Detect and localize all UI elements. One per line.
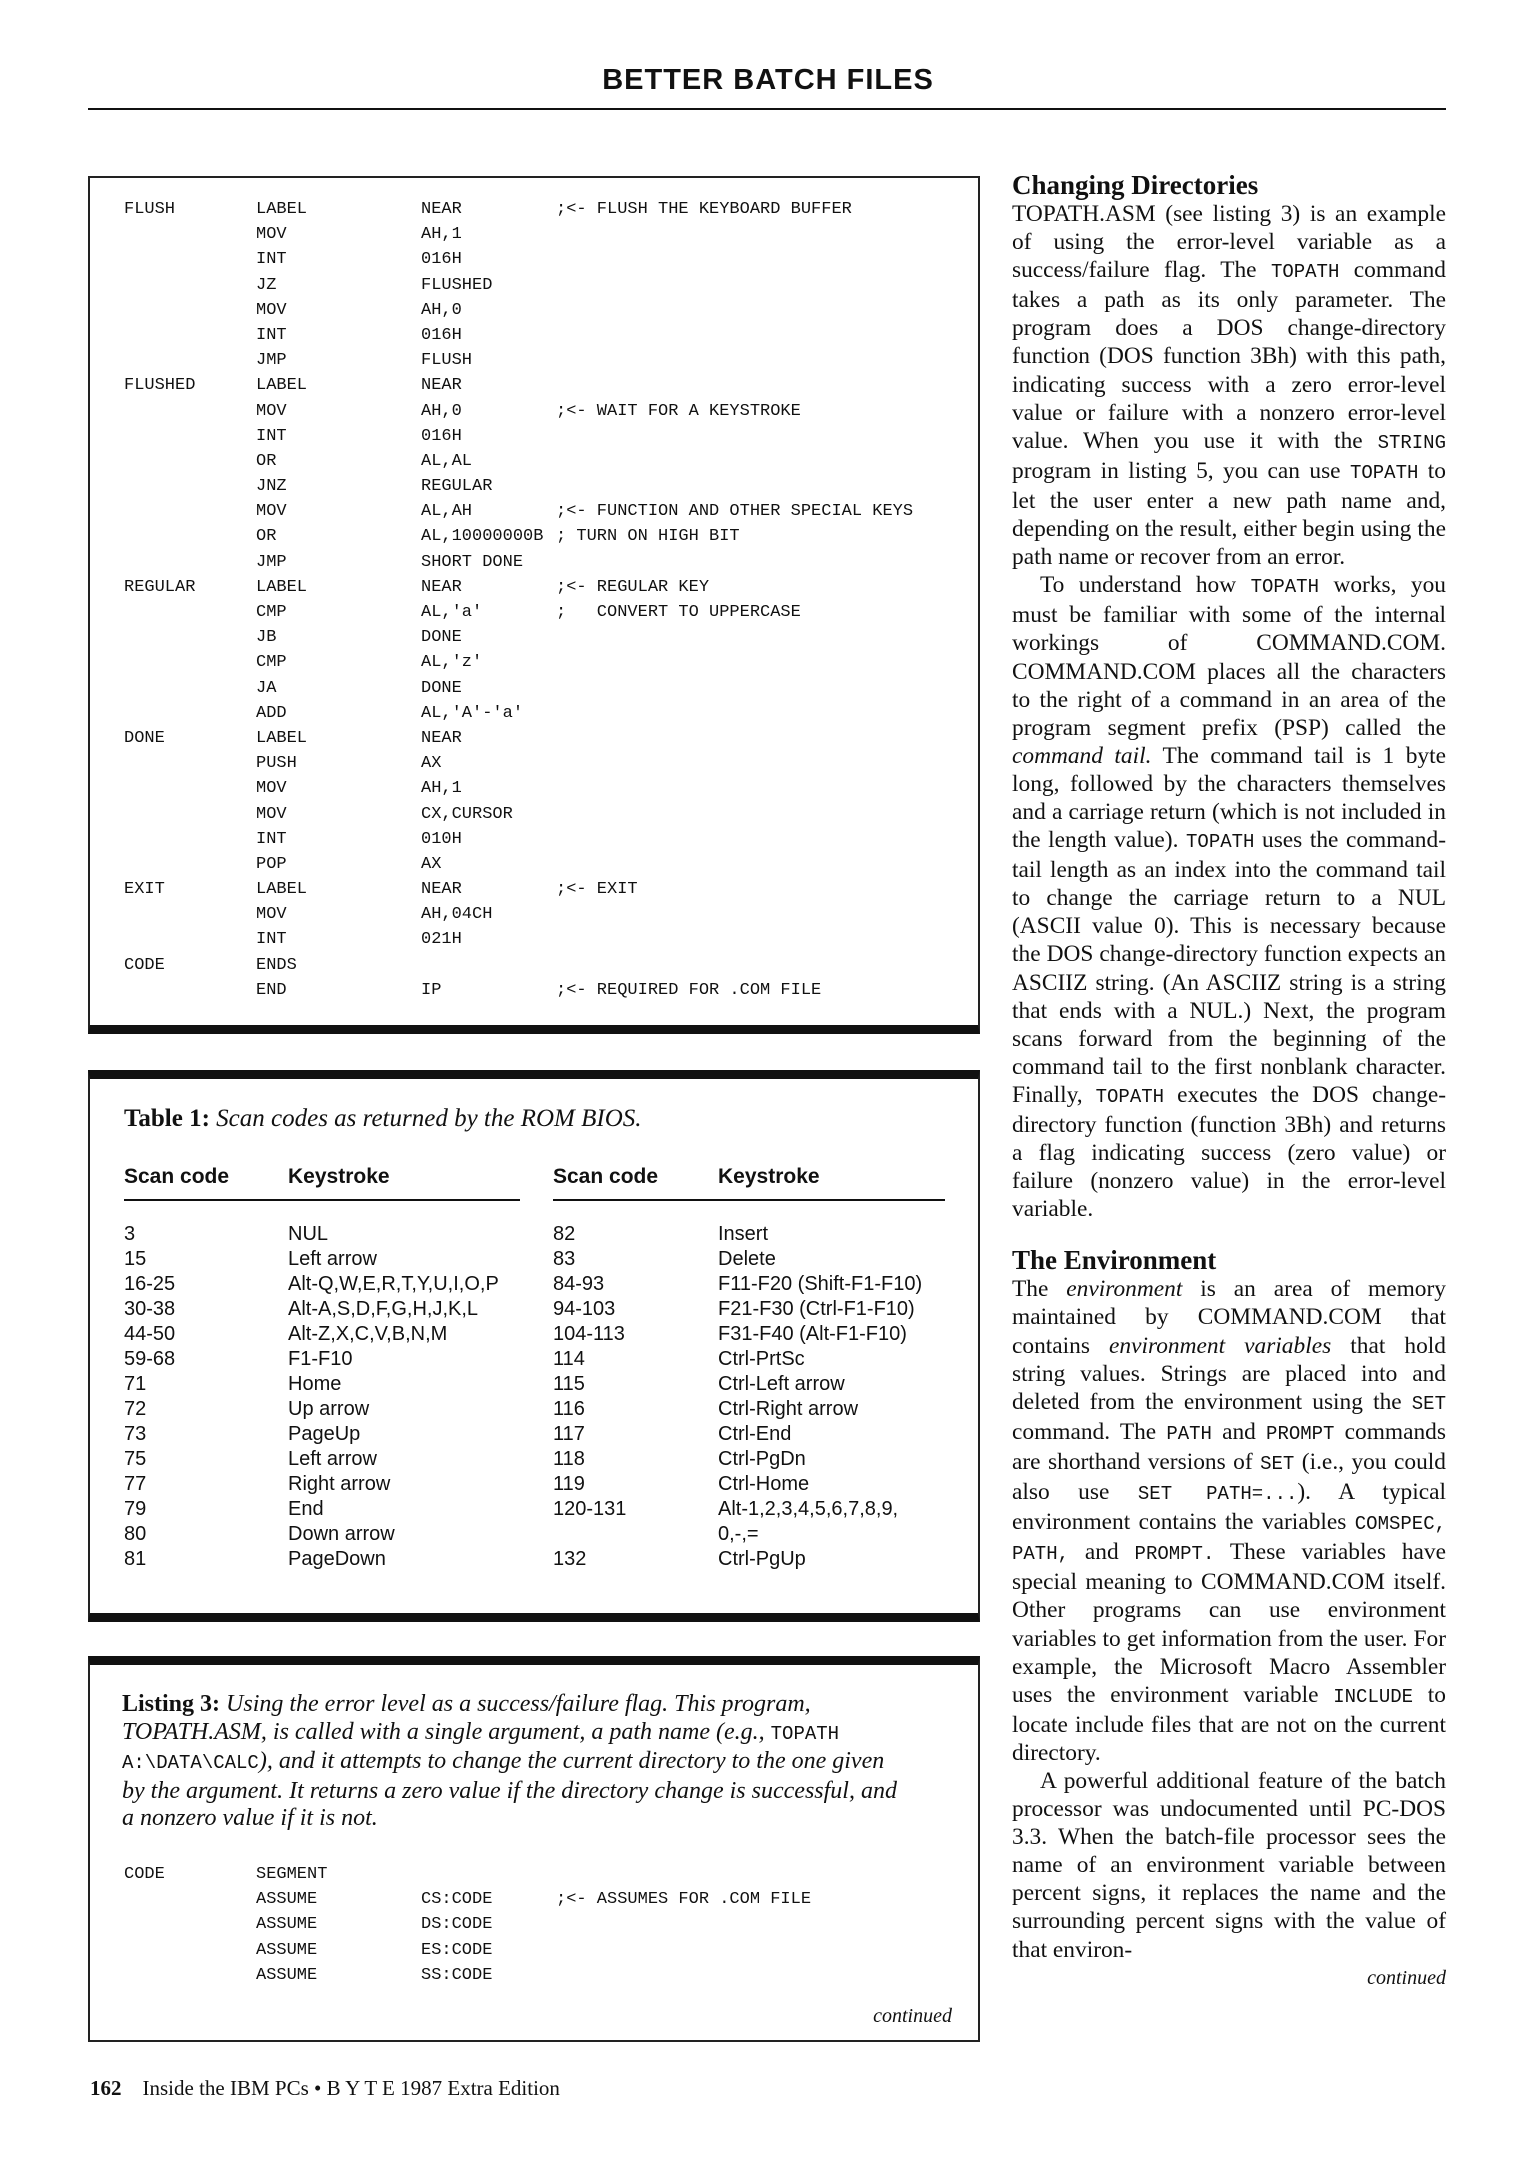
code-comment: ; CONVERT TO UPPERCASE	[556, 603, 801, 622]
code-arg: FLUSH	[421, 351, 473, 371]
code-arg: AX	[421, 754, 442, 774]
table-column-scan-code-2	[553, 1223, 626, 1573]
table-header-rule-left	[124, 1199, 520, 1201]
table-cell: Home	[288, 1373, 342, 1395]
code-op: MOV	[256, 502, 287, 522]
paragraph-1: TOPATH.ASM (see listing 3) is an example of using the error-level variable as a success/failure flag. The TOPATH command takes a path as its only parameter. The program does a DOS change-directory function (DOS function 3Bh) with this path, indicating success with a zero error-level value or failure with a nonzero error-level value. When you use it with the STRING program in listing 5, you can use TOPATH to let the user enter a new path name and, depending on the result, either begin using the path name or recover from an error.	[1012, 201, 1446, 571]
table-cell: End	[288, 1498, 324, 1520]
code-arg: CX,CURSOR	[421, 804, 513, 824]
code-op: ASSUME	[256, 1940, 318, 1960]
code-op: JMP	[256, 552, 287, 572]
code-label: CODE	[124, 955, 165, 975]
table-cell: Ctrl-PgDn	[718, 1448, 806, 1470]
code-op: MOV	[256, 905, 287, 925]
code-arg: AL,'A'-'a'	[421, 703, 524, 723]
table-cell: Ctrl-End	[718, 1423, 792, 1445]
code-arg: AH,0	[421, 401, 462, 421]
code-op: POP	[256, 854, 287, 874]
code-op: OR	[256, 527, 277, 547]
code-comment: ;<- ASSUMES FOR .COM FILE	[556, 1890, 812, 1910]
table-cell: 79	[124, 1498, 147, 1520]
table-column-keystroke-1	[288, 1223, 499, 1573]
code-comment: ;<- REGULAR KEY	[556, 577, 710, 597]
code-op: ASSUME	[256, 1890, 318, 1910]
table-cell: 30-38	[124, 1298, 176, 1320]
table-cell: F31-F40 (Alt-F1-F10)	[718, 1323, 907, 1345]
code-arg: AH,0	[421, 300, 462, 320]
listing-3-box	[88, 1656, 980, 2042]
table-cell: Alt-A,S,D,F,G,H,J,K,L	[288, 1298, 479, 1320]
code-op: LABEL	[256, 880, 308, 900]
table-cell: Down arrow	[288, 1523, 395, 1545]
listing-3-caption: Listing 3: Using the error level as a success/failure flag. This program, TOPATH.ASM, is called with a single argument, a path name (e.g., TOPATH A:\DATA\CALC), and it attempts to change the current directory to the one given by the argument. It returns a zero value if the directory change is successful, and a nonzero value if it is not.	[122, 1691, 897, 1831]
table-cell: Ctrl-PrtSc	[718, 1348, 805, 1370]
code-arg: NEAR	[421, 577, 462, 597]
code-op: ASSUME	[256, 1915, 318, 1935]
code-op: ENDS	[256, 955, 297, 975]
code-label: FLUSHED	[124, 376, 196, 396]
code-arg: NEAR	[421, 880, 462, 900]
table-cell: 0,-,=	[718, 1523, 759, 1545]
code-op: INT	[256, 930, 287, 950]
table-cell: 117	[553, 1423, 585, 1445]
table-cell: 16-25	[124, 1273, 176, 1295]
table-cell: Ctrl-Left arrow	[718, 1373, 845, 1395]
table-cell: Alt-Z,X,C,V,B,N,M	[288, 1323, 448, 1345]
table-header-scan-code-1: Scan code	[124, 1165, 230, 1188]
table-cell: PageUp	[288, 1423, 361, 1445]
code-arg: DONE	[421, 628, 462, 648]
table-cell: 114	[553, 1348, 585, 1370]
code-listing-box	[88, 176, 980, 1034]
code-label: CODE	[124, 1865, 165, 1884]
code-op: CMP	[256, 653, 287, 673]
code-label: FLUSH	[124, 200, 176, 219]
code-op: LABEL	[256, 577, 308, 597]
code-op: JB	[256, 628, 277, 648]
table-cell: 120-131	[553, 1498, 627, 1520]
table-cell: 72	[124, 1398, 147, 1420]
table-cell: Ctrl-Home	[718, 1473, 810, 1495]
table-cell: Insert	[718, 1223, 769, 1245]
table-column-scan-code-1	[124, 1223, 175, 1573]
code-op: INT	[256, 829, 287, 849]
table-cell: 3	[124, 1223, 136, 1245]
table-cell: Alt-1,2,3,4,5,6,7,8,9,	[718, 1498, 899, 1520]
code-op: JMP	[256, 351, 287, 371]
table-cell: Ctrl-Right arrow	[718, 1398, 859, 1420]
table-cell: 116	[553, 1398, 585, 1420]
code-arg: AL,AH	[421, 502, 473, 522]
code-arg: DS:CODE	[421, 1915, 493, 1935]
code-arg: SHORT DONE	[421, 552, 524, 572]
table-cell: 77	[124, 1473, 147, 1495]
article-continued-note: continued	[1367, 1966, 1446, 1989]
code-arg: AX	[421, 854, 442, 874]
code-comment: ; TURN ON HIGH BIT	[556, 527, 740, 547]
page-footer	[90, 2076, 560, 2101]
code-arg: 021H	[421, 930, 462, 950]
code-op: JZ	[256, 275, 277, 295]
table-cell: 83	[553, 1248, 576, 1270]
table-cell: 75	[124, 1448, 147, 1470]
header-rule	[88, 108, 1446, 110]
table-cell: Up arrow	[288, 1398, 370, 1420]
paragraph-4: A powerful additional feature of the batch processor was undocumented until PC-DOS 3.3. When the batch-file processor sees the name of an environment variable between percent signs, it replaces the name and the surrounding percent signs with the value of that environ-	[1012, 1767, 1446, 1963]
table-cell: 15	[124, 1248, 147, 1270]
code-arg: 016H	[421, 250, 462, 270]
code-comment: ;<- FLUSH THE KEYBOARD BUFFER	[556, 200, 852, 219]
table-cell: 73	[124, 1423, 147, 1445]
code-comment: ;<- EXIT	[556, 880, 638, 900]
code-label: DONE	[124, 728, 165, 748]
table-cell: Ctrl-PgUp	[718, 1548, 806, 1570]
code-op: JNZ	[256, 477, 287, 497]
code-label: REGULAR	[124, 577, 196, 597]
code-op: CMP	[256, 603, 287, 622]
code-arg: FLUSHED	[421, 275, 493, 295]
code-arg: AH,1	[421, 779, 462, 799]
code-arg: DONE	[421, 678, 462, 698]
section-heading-changing-directories: Changing Directories	[1012, 170, 1259, 200]
publication-info: Inside the IBM PCs • B Y T E 1987 Extra Edition	[142, 2076, 560, 2100]
code-op: INT	[256, 325, 287, 345]
table-cell: 132	[553, 1548, 587, 1570]
code-op: MOV	[256, 804, 287, 824]
table-cell: 80	[124, 1523, 147, 1545]
paragraph-2: To understand how TOPATH works, you must be familiar with some of the internal workings of COMMAND.COM. COMMAND.COM places all the characters to the right of a command in an area of the program segment prefix (PSP) called the command tail. The command tail is 1 byte long, followed by the characters themselves and a carriage return (which is not included in the length value). TOPATH uses the command-tail length as an index into the command tail to change the carriage return to a NUL (ASCII value 0). This is necessary because the DOS change-directory function expects an ASCIIZ string. (An ASCIIZ string is a string that ends with a NUL.) Next, the program scans forward from the beginning of the command tail to the first nonblank character. Finally, TOPATH executes the DOS change-directory function (function 3Bh) and returns a flag indicating success (zero value) or failure (nonzero value) in the error-level variable.	[1012, 572, 1446, 1223]
table-cell	[553, 1523, 626, 1548]
code-op: MOV	[256, 401, 287, 421]
table-cell: F11-F20 (Shift-F1-F10)	[718, 1273, 923, 1295]
code-arg: ES:CODE	[421, 1940, 493, 1960]
code-op: END	[256, 980, 287, 1000]
code-op: LABEL	[256, 200, 308, 219]
code-op: ASSUME	[256, 1965, 318, 1985]
code-op: MOV	[256, 779, 287, 799]
code-op: PUSH	[256, 754, 297, 774]
code-arg: SS:CODE	[421, 1965, 493, 1985]
code-op: LABEL	[256, 376, 308, 396]
code-op: MOV	[256, 225, 287, 245]
table-cell: Alt-Q,W,E,R,T,Y,U,I,O,P	[288, 1273, 499, 1295]
code-arg: AL,10000000B	[421, 527, 544, 547]
code-comment: ;<- FUNCTION AND OTHER SPECIAL KEYS	[556, 502, 914, 522]
table-cell: Left arrow	[288, 1448, 377, 1470]
code-arg: REGULAR	[421, 477, 493, 497]
table-header-keystroke-1: Keystroke	[288, 1165, 390, 1188]
code-arg: AH,04CH	[421, 905, 493, 925]
table-1-box	[88, 1070, 980, 1622]
table-cell: 81	[124, 1548, 147, 1570]
table-cell: 44-50	[124, 1323, 176, 1345]
table-header-scan-code-2: Scan code	[553, 1165, 659, 1188]
table-cell: 71	[124, 1373, 147, 1395]
code-comment: ;<- REQUIRED FOR .COM FILE	[556, 980, 822, 1000]
code-arg: NEAR	[421, 728, 462, 748]
code-arg: CS:CODE	[421, 1890, 493, 1910]
code-op: ADD	[256, 703, 287, 723]
code-arg: 016H	[421, 426, 462, 446]
code-arg: AL,AL	[421, 451, 473, 471]
table-header-rule-right	[553, 1199, 945, 1201]
table-cell: PageDown	[288, 1548, 386, 1570]
section-heading-environment: The Environment	[1012, 1245, 1217, 1276]
code-arg: AH,1	[421, 225, 462, 245]
running-header: BETTER BATCH FILES	[602, 64, 934, 96]
code-arg: IP	[421, 980, 442, 1000]
code-arg: AL,'a'	[421, 603, 483, 622]
paragraph-3: The environment is an area of memory maintained by COMMAND.COM that contains environment variables that hold string values. Strings are placed into and deleted from the environment using the SET command. The PATH and PROMPT commands are shorthand versions of SET (i.e., you could also use SET PATH=...). A typical environment contains the variables COMSPEC, PATH, and PROMPT. These variables have special meaning to COMMAND.COM itself. Other programs can use environment variables to get information from the user. For example, the Microsoft Macro Assembler uses the environment variable INCLUDE to locate include files that are not on the current directory.	[1012, 1276, 1446, 1766]
table-header-keystroke-2: Keystroke	[718, 1165, 820, 1188]
code-arg: 010H	[421, 829, 462, 849]
code-op: LABEL	[256, 728, 308, 748]
code-op: INT	[256, 426, 287, 446]
code-arg: NEAR	[421, 200, 462, 219]
code-op: MOV	[256, 300, 287, 320]
code-arg: NEAR	[421, 376, 462, 396]
table-cell: 59-68	[124, 1348, 176, 1370]
article-column	[1012, 170, 1446, 1992]
code-op: INT	[256, 250, 287, 270]
table-cell: F21-F30 (Ctrl-F1-F10)	[718, 1298, 915, 1320]
code-label: EXIT	[124, 880, 165, 900]
table-cell: 94-103	[553, 1298, 616, 1320]
table-1-title: Table 1: Scan codes as returned by the ROM BIOS.	[124, 1105, 642, 1132]
table-cell: F1-F10	[288, 1348, 353, 1370]
code-op: OR	[256, 451, 277, 471]
listing-continued-note: continued	[873, 2005, 952, 2027]
code-comment: ;<- WAIT FOR A KEYSTROKE	[556, 401, 801, 421]
table-cell: 84-93	[553, 1273, 605, 1295]
table-cell: 115	[553, 1373, 585, 1395]
table-cell: Right arrow	[288, 1473, 391, 1495]
table-cell: NUL	[288, 1223, 329, 1245]
table-cell: 104-113	[553, 1323, 625, 1345]
table-cell: Delete	[718, 1248, 776, 1270]
code-arg: 016H	[421, 325, 462, 345]
code-op: SEGMENT	[256, 1865, 328, 1884]
code-arg: AL,'z'	[421, 653, 483, 673]
table-cell: 118	[553, 1448, 585, 1470]
table-cell: 119	[553, 1473, 585, 1495]
table-column-keystroke-2	[718, 1223, 922, 1573]
page-number: 162	[90, 2076, 122, 2100]
table-cell: Left arrow	[288, 1248, 377, 1270]
code-op: JA	[256, 678, 277, 698]
table-cell: 82	[553, 1223, 576, 1245]
